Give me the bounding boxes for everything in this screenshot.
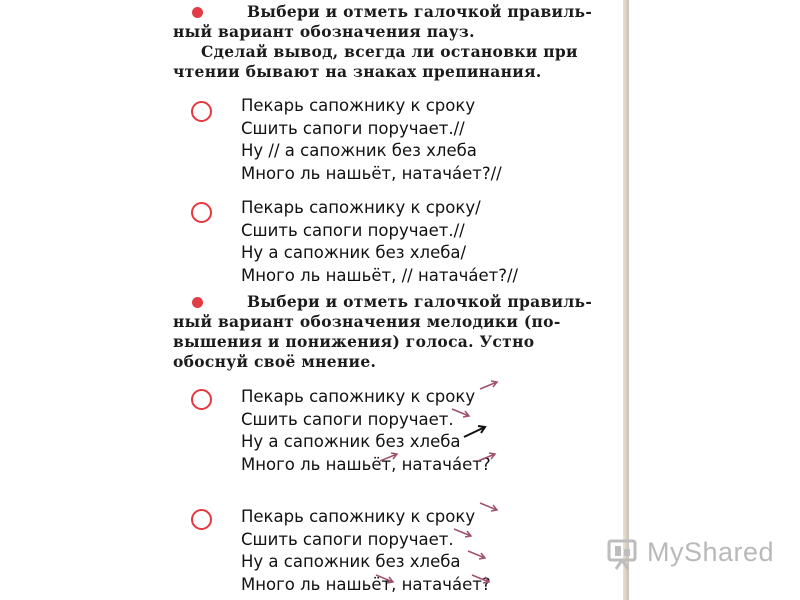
option-2-checkbox[interactable] bbox=[191, 202, 212, 223]
option-3-line-4: Много ль нашьёт, натача́ет? bbox=[241, 454, 491, 474]
option-4-line-1: Пекарь сапожнику к сроку bbox=[241, 507, 476, 526]
arrow-down-icon bbox=[374, 572, 398, 586]
option-4-line-2: Сшить сапоги поручает. bbox=[241, 529, 454, 549]
watermark-text: MyShared bbox=[647, 537, 775, 567]
watermark bbox=[605, 534, 780, 574]
task-1-instruction bbox=[173, 2, 627, 82]
option-1-poem bbox=[241, 95, 502, 185]
task-1-line-4: чтении бывают на знаках препинания. bbox=[173, 62, 542, 81]
option-2-line-4: Много ль нашьёт, // натача́ет?// bbox=[241, 265, 519, 285]
task-2-line-1: Выбери и отметь галочкой правиль- bbox=[247, 292, 593, 311]
option-2-poem bbox=[241, 197, 518, 287]
task-2-line-4: обоснуй своё мнение. bbox=[173, 352, 377, 371]
task-1-line-2: ный вариант обозначения пауз. bbox=[173, 22, 475, 41]
option-1-line-2: Сшить сапоги поручает.// bbox=[241, 118, 465, 138]
option-3-line-3: Ну а сапожник без хлеба bbox=[241, 432, 461, 451]
arrow-up-icon bbox=[478, 378, 502, 392]
option-4-checkbox[interactable] bbox=[191, 509, 212, 530]
arrow-down-icon bbox=[470, 572, 494, 586]
task-1-line-1: Выбери и отметь галочкой правиль- bbox=[247, 2, 593, 21]
option-3-line-1: Пекарь сапожнику к сроку bbox=[241, 387, 476, 406]
option-1-line-4: Много ль нашьёт, натача́ет?// bbox=[241, 163, 502, 183]
arrow-up-icon bbox=[476, 450, 500, 464]
arrow-down-icon bbox=[466, 548, 490, 562]
option-1-line-1: Пекарь сапожнику к сроку bbox=[241, 96, 476, 115]
arrow-down-icon bbox=[478, 500, 502, 514]
option-2-line-2: Сшить сапоги поручает.// bbox=[241, 220, 465, 240]
option-1-checkbox[interactable] bbox=[191, 101, 212, 122]
option-4-line-4: Много ль нашьёт, натача́ет? bbox=[241, 574, 491, 594]
presentation-board-icon bbox=[605, 538, 641, 570]
option-3-poem bbox=[241, 386, 491, 476]
task-1-line-3: Сделай вывод, всегда ли остановки при bbox=[201, 42, 578, 61]
arrow-up-bold-icon bbox=[462, 423, 490, 441]
option-1-line-3: Ну // а сапожник без хлеба bbox=[241, 141, 477, 160]
task-2-line-3: вышения и понижения) голоса. Устно bbox=[173, 332, 535, 351]
option-4-poem bbox=[241, 506, 491, 596]
option-2-line-3: Ну а сапожник без хлеба/ bbox=[241, 243, 467, 262]
arrow-up-icon bbox=[378, 450, 402, 464]
option-4-line-3: Ну а сапожник без хлеба bbox=[241, 552, 461, 571]
option-2-line-1: Пекарь сапожнику к сроку/ bbox=[241, 198, 481, 217]
option-3-checkbox[interactable] bbox=[191, 389, 212, 410]
arrow-down-icon bbox=[450, 406, 474, 420]
task-2-instruction bbox=[173, 292, 627, 372]
arrow-down-icon bbox=[452, 526, 476, 540]
task-2-line-2: ный вариант обозначения мелодики (по- bbox=[173, 312, 561, 331]
option-3-line-2: Сшить сапоги поручает. bbox=[241, 409, 454, 429]
